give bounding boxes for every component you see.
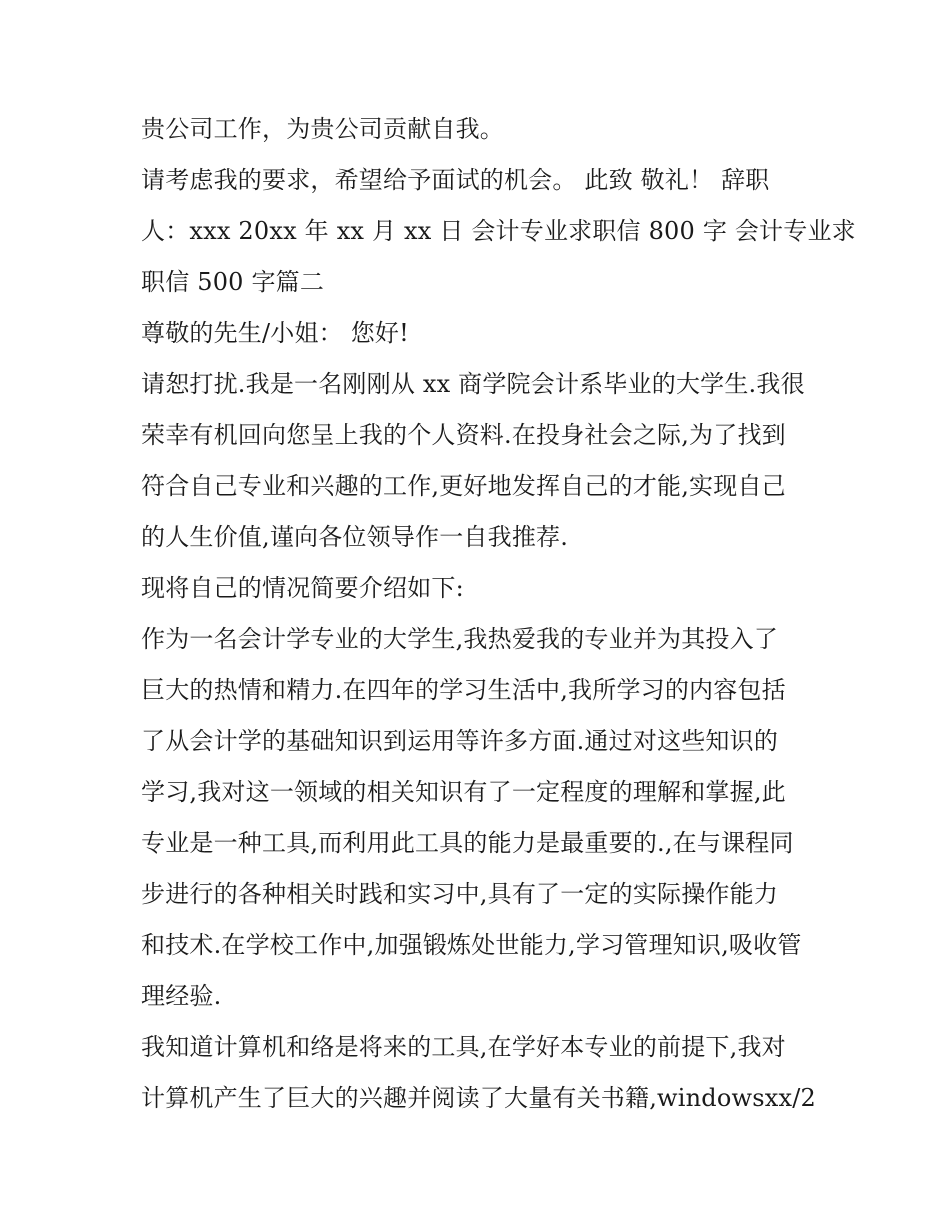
text-line: 和技术.在学校工作中,加强锻炼处世能力,学习管理知识,吸收管 — [141, 931, 802, 959]
text-line: 了从会计学的基础知识到运用等许多方面.通过对这些知识的 — [141, 727, 779, 755]
text-line: 尊敬的先生/小姐： 您好! — [141, 319, 409, 347]
text-line: 巨大的热情和精力.在四年的学习生活中,我所学习的内容包括 — [141, 676, 786, 704]
text-line: 请考虑我的要求，希望给予面试的机会。 此致 敬礼！ 辞职 — [141, 166, 770, 194]
text-line: 的人生价值,谨向各位领导作一自我推荐. — [141, 523, 569, 551]
text-line: 作为一名会计学专业的大学生,我热爱我的专业并为其投入了 — [141, 625, 779, 653]
text-line: 职信 500 字篇二 — [141, 268, 325, 296]
text-line: 现将自己的情况简要介绍如下: — [141, 574, 464, 602]
text-line: 人：xxx 20xx 年 xx 月 xx 日 会计专业求职信 800 字 会计专业求 — [141, 217, 856, 245]
document-body — [141, 104, 856, 1124]
text-line: 专业是一种工具,而利用此工具的能力是最重要的.,在与课程同 — [141, 829, 794, 857]
text-line: 贵公司工作，为贵公司贡献自我。 — [141, 115, 504, 143]
text-line: 学习,我对这一领域的相关知识有了一定程度的理解和掌握,此 — [141, 778, 786, 806]
text-line: 步进行的各种相关时践和实习中,具有了一定的实际操作能力 — [141, 880, 779, 908]
text-line: 计算机产生了巨大的兴趣并阅读了大量有关书籍,windowsxx/2 — [141, 1084, 817, 1112]
text-line: 荣幸有机回向您呈上我的个人资料.在投身社会之际,为了找到 — [141, 421, 786, 449]
text-line: 请恕打扰.我是一名刚刚从 xx 商学院会计系毕业的大学生.我很 — [141, 370, 805, 398]
text-line: 我知道计算机和络是将来的工具,在学好本专业的前提下,我对 — [141, 1033, 786, 1061]
text-line: 符合自己专业和兴趣的工作,更好地发挥自己的才能,实现自己 — [141, 472, 786, 500]
text-line: 理经验. — [141, 982, 222, 1010]
